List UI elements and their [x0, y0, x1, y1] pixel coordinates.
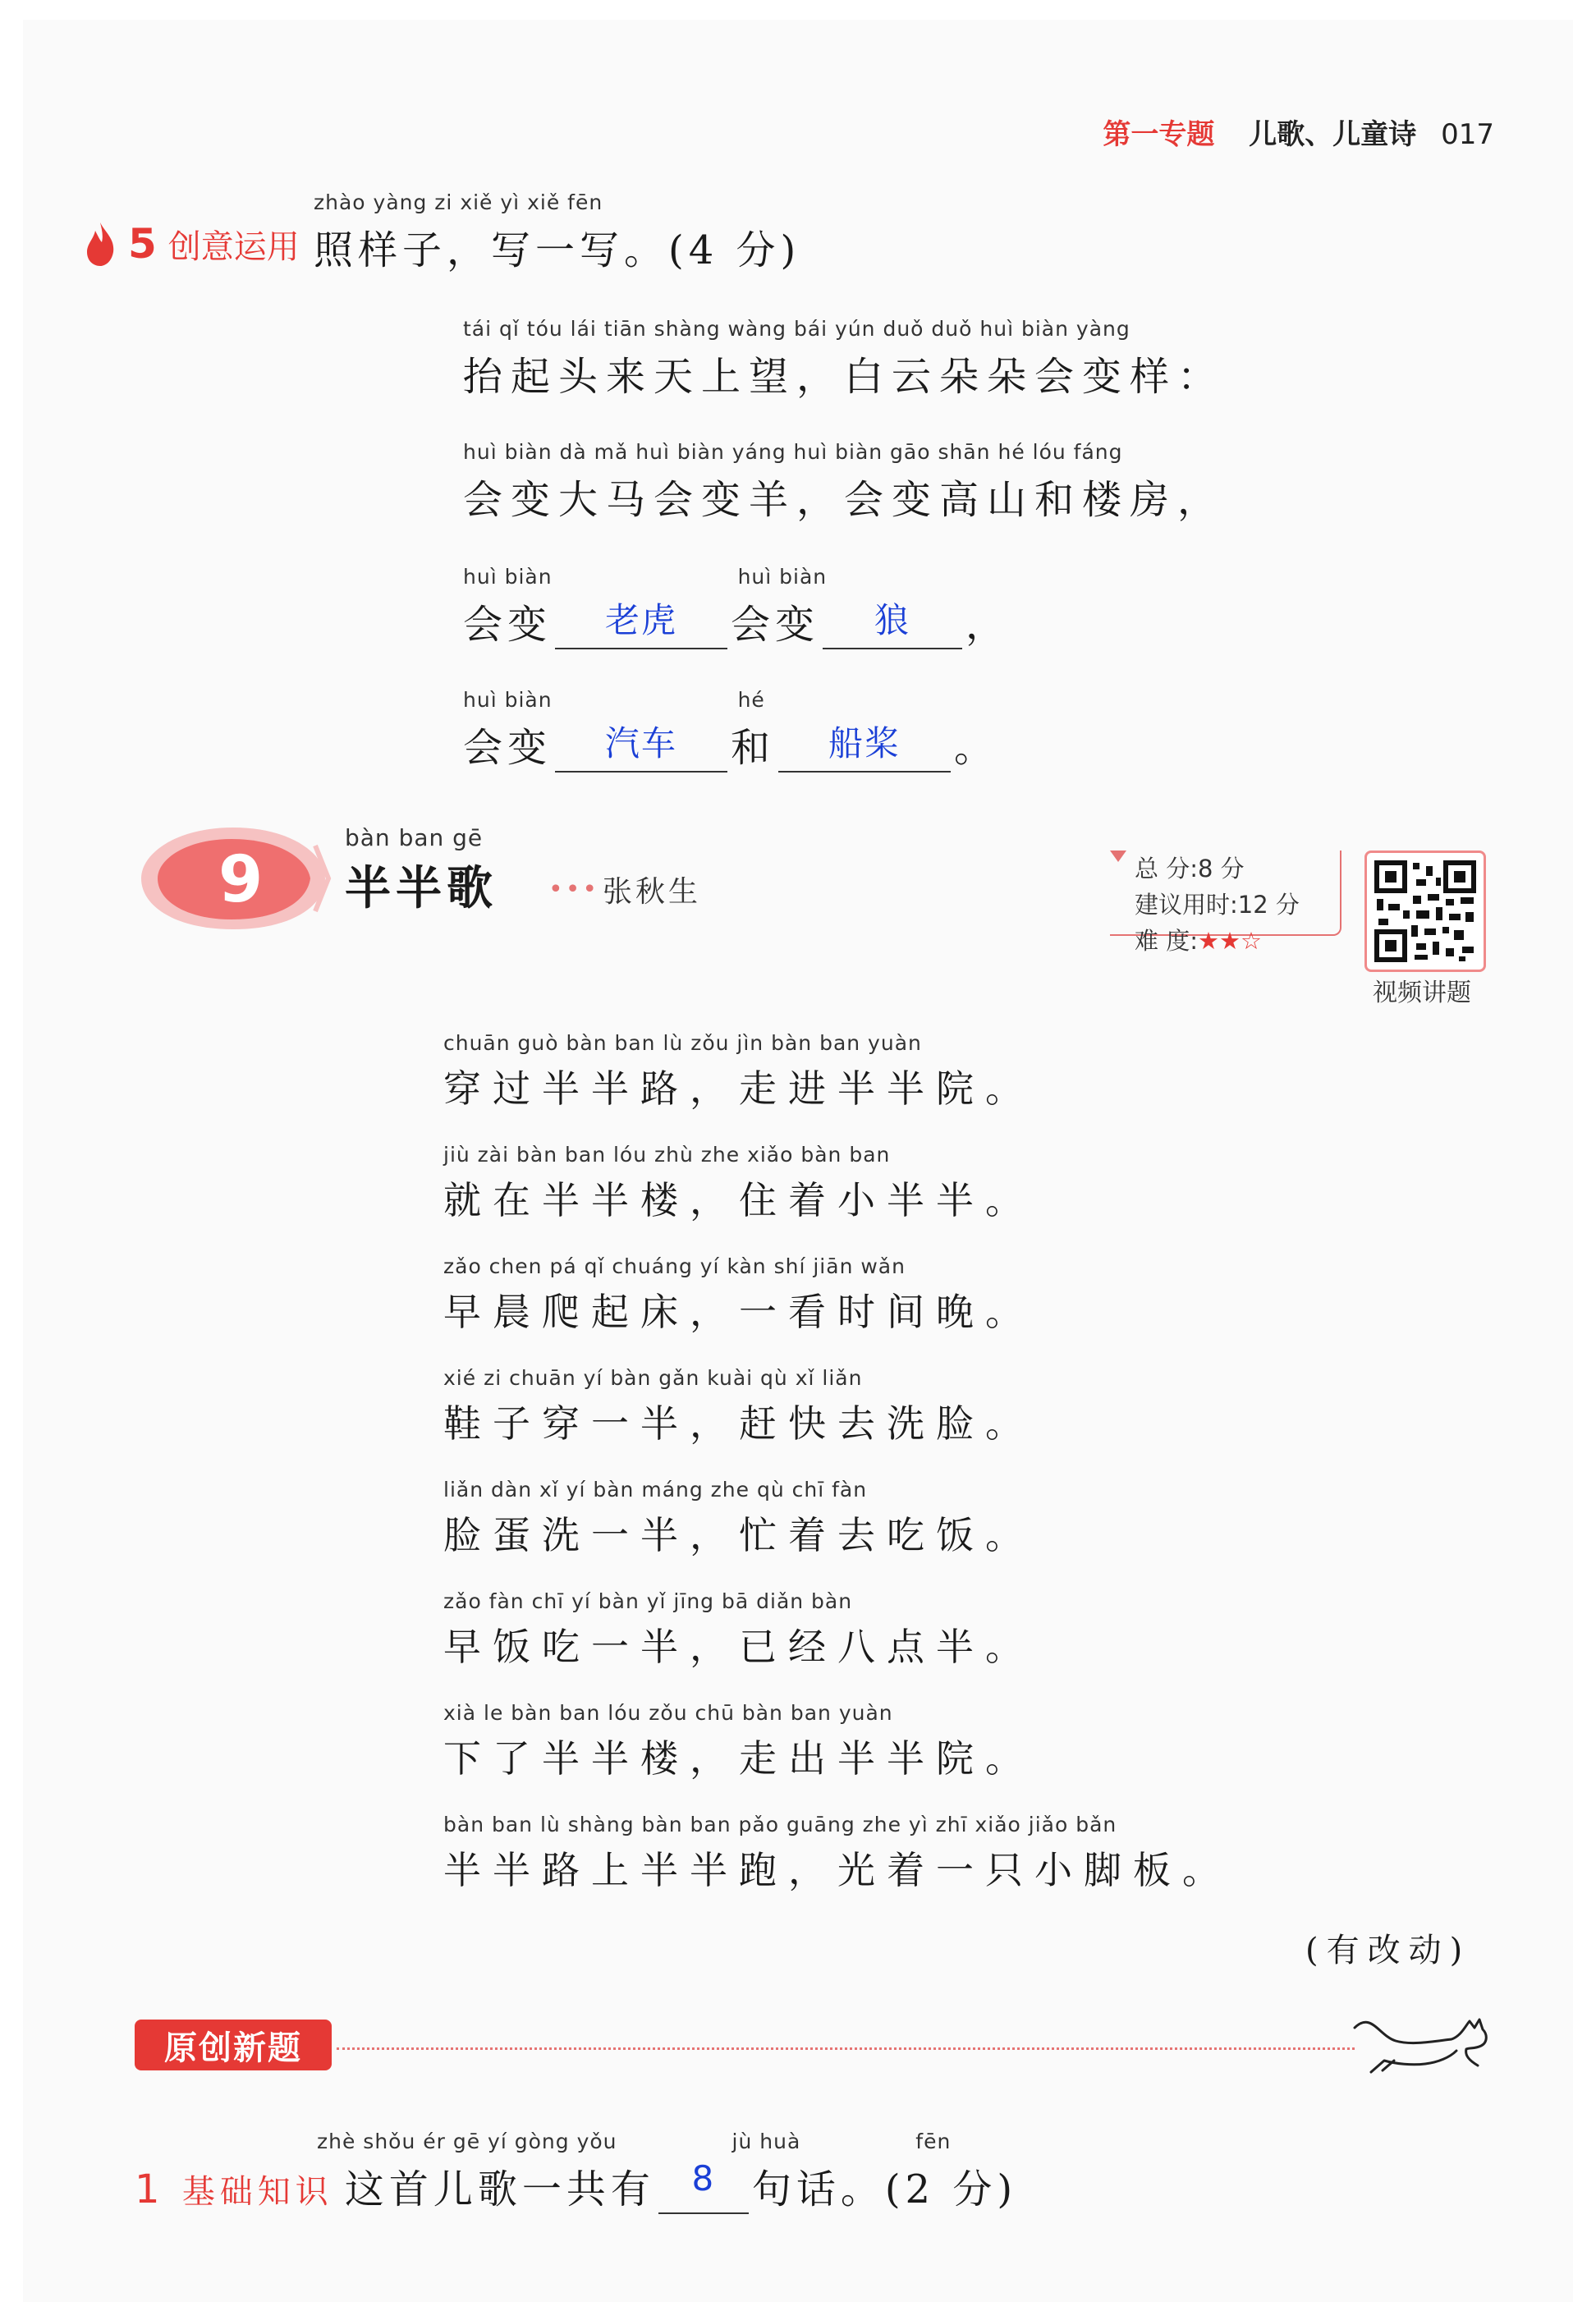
pinyin-line: zǎo chen pá qǐ chuáng yí kàn shí jiān wǎn: [443, 1254, 906, 1278]
pinyin-line: [135, 2130, 1017, 2157]
pinyin-line: zǎo fàn chī yí bàn yǐ jīng bā diǎn bàn: [443, 1589, 853, 1613]
answer-blank[interactable]: [823, 598, 962, 649]
pinyin-line: tái qǐ tóu lái tiān shàng wàng bái yún duǒ duǒ huì biàn yàng: [463, 317, 1130, 341]
suggested-time: 建议用时:12 分: [1135, 891, 1300, 919]
hanzi-line: 抬起头来天上望，白云朵朵会变样：: [463, 354, 1226, 400]
pinyin-segment: hé: [737, 688, 765, 712]
cat-icon: [1346, 2003, 1494, 2077]
badge-text: 原创新题: [164, 2029, 302, 2067]
pinyin-line: liǎn dàn xǐ yí bàn máng zhe qù chī fàn: [443, 1478, 868, 1502]
question-tag: 基础知识: [181, 2173, 333, 2211]
hanzi-segment: ，: [965, 602, 1011, 648]
hanzi-line: 半半路上半半跑，光着一只小脚板。: [443, 1848, 1231, 1892]
question-number: 1: [135, 2166, 165, 2212]
total-score: 总 分:8 分: [1135, 855, 1245, 883]
q5-line-1: [463, 317, 1225, 401]
pinyin-line: bàn ban lù shàng bàn ban pǎo guāng zhe yì zhī xiǎo jiǎo bǎn: [443, 1813, 1117, 1836]
difficulty-row: [1110, 923, 1340, 959]
pinyin-segment: fēn: [915, 2130, 952, 2153]
info-box: [1110, 851, 1341, 955]
adaptation-note: (有改动): [1305, 1932, 1471, 1969]
hanzi-segment: 这首儿歌一共有: [344, 2166, 655, 2212]
pinyin-segment: huì biàn: [463, 688, 553, 712]
poem-line: [443, 1366, 1034, 1448]
header-section: 儿歌、儿童诗: [1249, 118, 1417, 151]
poem-line: [443, 1813, 1231, 1895]
poem-line: [443, 1031, 1034, 1113]
pinyin-line: zhào yàng zi xiě yì xiě fēn: [314, 190, 603, 214]
qr-code-icon[interactable]: [1364, 851, 1486, 972]
pinyin-line: xià le bàn ban lóu zǒu chū bàn ban yuàn: [443, 1701, 893, 1725]
question-tag: 创意运用: [167, 227, 300, 266]
flame-icon: [84, 221, 117, 267]
hanzi-segment: 会变: [463, 725, 553, 771]
q5-fill-line-1: [463, 565, 1010, 649]
answer-text: 船桨: [828, 723, 901, 763]
original-question-badge: [135, 2020, 332, 2070]
pointer-icon: [1110, 851, 1126, 862]
pinyin-line: jiù zài bàn ban lóu zhù zhe xiǎo bàn ban: [443, 1143, 891, 1167]
pinyin-line: [463, 688, 998, 716]
answer-text: 8: [691, 2158, 716, 2198]
hanzi-segment: 和: [731, 725, 776, 771]
hanzi-line: 早晨爬起床，一看时间晚。: [443, 1290, 1034, 1334]
page-number: 017: [1441, 118, 1494, 151]
question-5-prompt: [314, 190, 800, 275]
hanzi-segment: 句话。(2 分): [751, 2166, 1018, 2212]
pinyin-line: huì biàn dà mǎ huì biàn yáng huì biàn gāo shān hé lóu fáng: [463, 440, 1123, 464]
pinyin-segment: huì biàn: [463, 565, 553, 589]
poem-line: [443, 1589, 1034, 1671]
section-title: [345, 824, 498, 918]
q5-line-2: [463, 440, 1225, 525]
answer-blank[interactable]: [778, 722, 951, 773]
section-number-badge: [135, 821, 332, 936]
hanzi-line: 鞋子穿一半，赶快去洗脸。: [443, 1401, 1034, 1446]
answer-blank[interactable]: [658, 2158, 749, 2214]
poem-line: [443, 1701, 1034, 1783]
hanzi-line: 就在半半楼，住着小半半。: [443, 1178, 1034, 1222]
answer-text: 汽车: [605, 723, 678, 763]
dotted-divider: [337, 2047, 1355, 2050]
hanzi-line: 脸蛋洗一半，忙着去吃饭。: [443, 1513, 1034, 1557]
hanzi-segment: 。: [954, 725, 999, 771]
title-pinyin: bàn ban gē: [345, 824, 484, 851]
pinyin-line: xié zi chuān yí bàn gǎn kuài qù xǐ liǎn: [443, 1366, 863, 1390]
hanzi-segment: 会变: [463, 602, 553, 648]
pinyin-line: chuān guò bàn ban lù zǒu jìn bàn ban yuàn: [443, 1031, 922, 1055]
difficulty-label: 难 度:: [1135, 927, 1198, 955]
pinyin-segment: jù huà: [732, 2130, 801, 2153]
title-text: 半半歌: [345, 861, 498, 915]
answer-text: 老虎: [605, 600, 678, 640]
hanzi-line: [463, 593, 1010, 649]
title-dots: •••: [548, 875, 600, 904]
pinyin-line: [463, 565, 1010, 593]
question-1: [135, 2130, 1017, 2214]
poem-line: [443, 1478, 1034, 1560]
q5-fill-line-2: [463, 688, 998, 773]
hanzi-line: 早饭吃一半，已经八点半。: [443, 1625, 1034, 1669]
poem-line: [443, 1143, 1034, 1225]
page-header: [1103, 112, 1494, 152]
answer-text: 狼: [874, 600, 911, 640]
answer-blank[interactable]: [555, 598, 727, 649]
hanzi-segment: 会变: [731, 602, 820, 648]
hanzi-line: 下了半半楼，走出半半院。: [443, 1736, 1034, 1781]
author-name: 张秋生: [603, 875, 702, 909]
answer-blank[interactable]: [555, 722, 727, 773]
poem-line: [443, 1254, 1034, 1337]
hanzi-line: [463, 716, 998, 773]
difficulty-stars: ★★☆: [1198, 927, 1262, 955]
pinyin-segment: huì biàn: [737, 565, 828, 589]
question-number: 5: [128, 220, 157, 268]
prompt-text: 照样子，写一写。(4 分): [314, 227, 801, 273]
question-5-label: [84, 220, 300, 268]
section-number: 9: [218, 843, 264, 917]
header-topic: 第一专题: [1103, 118, 1215, 151]
hanzi-line: 穿过半半路，走进半半院。: [443, 1066, 1034, 1111]
hanzi-line: 会变大马会变羊，会变高山和楼房，: [463, 477, 1226, 523]
hanzi-line: [135, 2157, 1017, 2214]
pinyin-segment: zhè shǒu ér gē yí gòng yǒu: [317, 2130, 617, 2153]
qr-label: 视频讲题: [1373, 979, 1471, 1007]
